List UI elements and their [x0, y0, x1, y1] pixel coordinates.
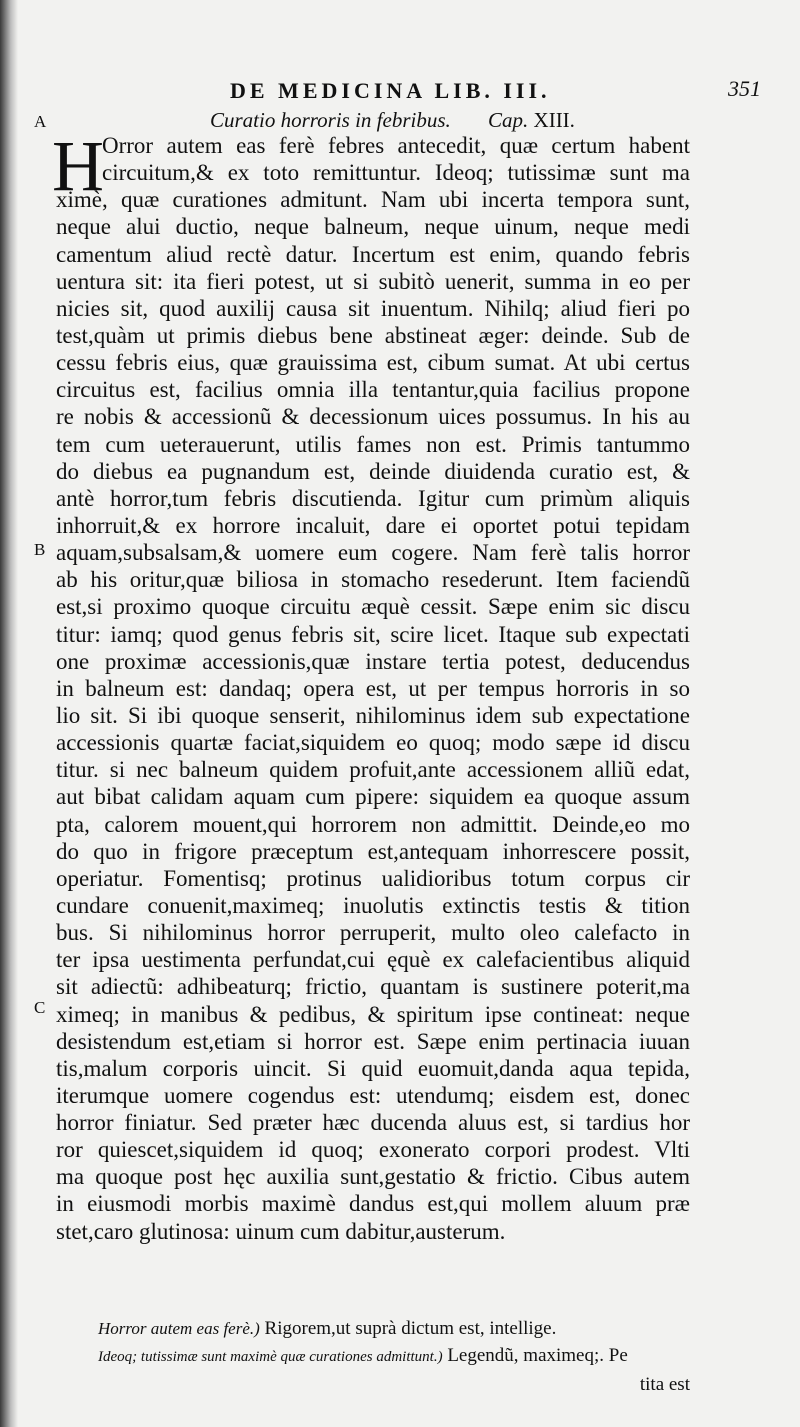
text-line: cundare conuenit,maximeq; inuolutis extinctis testis & tition: [56, 892, 690, 918]
text-line: horror finiatur. Sed præter hæc ducenda aluus est, si tardius hor: [56, 1110, 690, 1136]
annotation-2-continuation: tita est: [639, 1374, 690, 1395]
annotation-1-lemma: Horror autem eas ferè.): [98, 1319, 260, 1338]
text-line: re nobis & accessionũ & decessionum uices possumus. In his au: [56, 404, 690, 430]
annotations: [98, 1315, 690, 1398]
text-line: do quo in frigore præceptum est,antequam inhorrescere possit,: [56, 838, 690, 864]
annotation-2: [98, 1342, 690, 1371]
text-line: aut bibat calidam aquam cum pipere: siquidem ea quoque assum: [56, 784, 690, 810]
text-line: uentura sit: ita fieri potest, ut si subitò uenerit, summa in eo per: [56, 268, 690, 294]
text-line: lio sit. Si ibi quoque senserit, nihilominus idem sub expectatione: [56, 702, 690, 728]
text-line: Orror autem eas ferè febres antecedit, quæ certum habent: [102, 133, 690, 158]
text-line: circuitus est, facilius omnia illa tentantur,quia facilius propone: [56, 377, 690, 403]
text-line: camentum aliud rectè datur. Incertum est enim, quando febris: [56, 241, 690, 267]
text-line: ror quiescet,siquidem id quoq; exonerato corpori prodest. Vlti: [56, 1137, 690, 1163]
drop-capital: H: [52, 126, 104, 206]
text-line: desistendum est,etiam si horror est. Sæpe enim pertinacia iuuan: [56, 1028, 690, 1054]
text-line: in eiusmodi morbis maximè dandus est,qui mollem aluum præ: [56, 1191, 690, 1217]
text-line: ter ipsa uestimenta perfundat,cui ęquè ex calefacientibus aliquid: [56, 947, 690, 973]
chapter-cap-number: XIII.: [533, 108, 575, 132]
text-line: ximeq; in manibus & pedibus, & spiritum ipse contineat: neque: [56, 1001, 690, 1027]
binding-shadow: [0, 0, 18, 1427]
annotation-2-text: Legendũ, maximeq;. Pe: [447, 1345, 628, 1366]
text-line: aquam,subsalsam,& uomere eum cogere. Nam ferè talis horror: [56, 540, 690, 566]
text-line: do diebus ea pugnandum est, deinde diuidenda curatio est, &: [56, 458, 690, 484]
text-line: nicies sit, quod auxilij causa sit inuentum. Nihilq; aliud fieri po: [56, 295, 690, 321]
text-line: sit adiectũ: adhibeaturq; frictio, quantam is sustinere poterit,ma: [56, 974, 690, 1000]
chapter-cap-word: Cap.: [488, 108, 529, 132]
annotation-2-lemma: Ideoq; tutissimæ sunt maximè quæ curationes admittunt.): [98, 1349, 443, 1365]
text-line: cessu febris eius, quæ grauissima est, cibum sumat. At ubi certus: [56, 350, 690, 376]
text-line: inhorruit,& ex horrore incaluit, dare ei oportet potui tepidam: [56, 512, 690, 538]
text-line: ab his oritur,quæ biliosa in stomacho resederunt. Item faciendũ: [56, 567, 690, 593]
margin-letter-b: B: [34, 540, 46, 559]
text-line: pta, calorem mouent,qui horrorem non admittit. Deinde,eo mo: [56, 811, 690, 837]
text-line: iterumque uomere cogendus est: utendumq; eisdem est, donec: [56, 1082, 690, 1108]
text-line: est,si proximo quoque circuitu æquè cessit. Sæpe enim sic discu: [56, 594, 690, 620]
text-line: tis,malum corporis uincit. Si quid euomuit,danda aqua tepida,: [56, 1055, 690, 1081]
text-line: titur. si nec balneum quidem profuit,ante accessionem alliũ edat,: [56, 757, 690, 783]
text-line: operiatur. Fomentisq; protinus ualidioribus totum corpus cir: [56, 865, 690, 891]
text-line: bus. Si nihilominus horror perruperit, multo oleo calefacto in: [56, 920, 690, 946]
margin-letter-a: A: [34, 112, 47, 131]
text-line: stet,caro glutinosa: uinum cum dabitur,austerum.: [56, 1218, 506, 1244]
body-text: [56, 132, 690, 1245]
text-line: circuitum,& ex toto remittuntur. Ideoq; tutissimæ sunt ma: [102, 160, 690, 186]
text-line: test,quàm ut primis diebus bene abstineat æger: deinde. Sub de: [56, 322, 690, 348]
chapter-number: [488, 108, 575, 132]
text-line: tem cum ueterauerunt, utilis fames non est. Primis tantummo: [56, 431, 690, 457]
annotation-1: [98, 1315, 690, 1342]
text-line: antè horror,tum febris discutienda. Igitur cum primùm aliquis: [56, 485, 690, 511]
text-line: ximè, quæ curationes admitunt. Nam ubi incerta tempora sunt,: [56, 187, 690, 213]
text-line: one proximæ accessionis,quæ instare tertia potest, deducendus: [56, 648, 690, 674]
text-line: in balneum est: dandaq; opera est, ut per tempus horroris in so: [56, 675, 690, 701]
text-line: ma quoque post hęc auxilia sunt,gestatio & frictio. Cibus autem: [56, 1164, 690, 1190]
running-title: DE MEDICINA LIB. III.: [230, 78, 551, 103]
chapter-heading: [210, 108, 575, 133]
annotation-1-text: Rigorem,ut suprà dictum est, intellige.: [264, 1318, 557, 1339]
text-line: neque alui ductio, neque balneum, neque uinum, neque medi: [56, 214, 690, 240]
margin-letter-c: C: [34, 998, 46, 1017]
chapter-title: Curatio horroris in febribus.: [210, 108, 451, 132]
page-number: 351: [728, 76, 761, 101]
text-line: accessionis quartæ faciat,siquidem eo quoq; modo sæpe id discu: [56, 730, 690, 756]
text-line: titur: iamq; quod genus febris sit, scire licet. Itaque sub expectati: [56, 621, 690, 647]
